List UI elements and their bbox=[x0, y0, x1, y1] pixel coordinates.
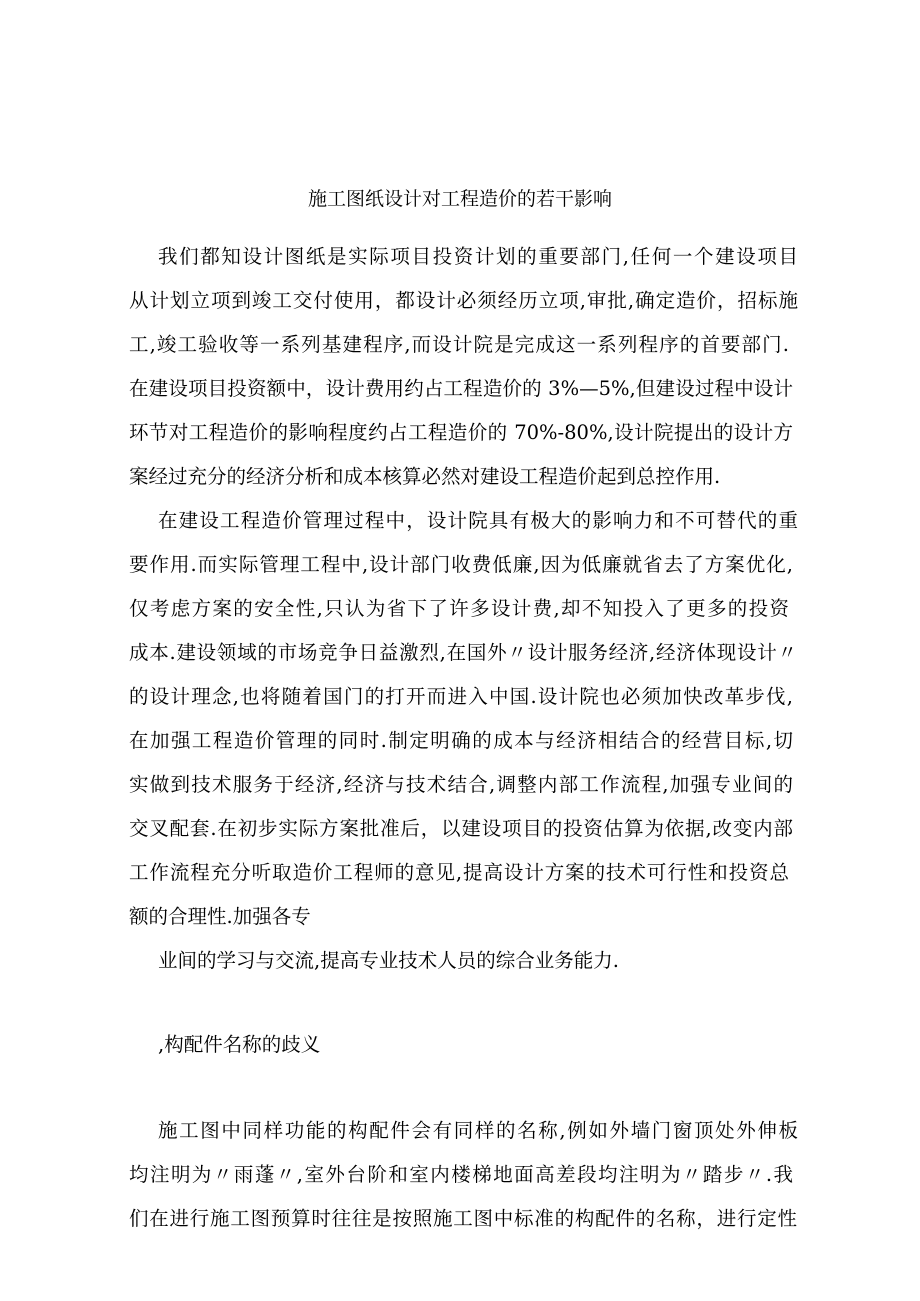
paragraph-line: 我们都知设计图纸是实际项目投资计划的重要部门,任何一个建设项目 bbox=[158, 245, 798, 268]
paragraph-line: 在加强工程造价管理的同时.制定明确的成本与经济相结合的经营目标,切 bbox=[129, 729, 793, 752]
paragraph-line: 在建设项目投资额中，设计费用约占工程造价的 3%—5%,但建设过程中设计 bbox=[129, 377, 793, 400]
section-heading-text: ,构配件名称的歧义 bbox=[158, 1033, 321, 1056]
paragraph-line: 实做到技术服务于经济,经济与技术结合,调整内部工作流程,加强专业间的 bbox=[129, 773, 793, 796]
paragraph-line: 施工图中同样功能的构配件会有同样的名称,例如外墙门窗顶处外伸板 bbox=[158, 1119, 798, 1142]
paragraph-line: 额的合理性.加强各专 bbox=[129, 905, 311, 928]
paragraph-line: 要作用.而实际管理工程中,设计部门收费低廉,因为低廉就省去了方案优化, bbox=[129, 553, 793, 576]
paragraph-line: 工,竣工验收等一系列基建程序,而设计院是完成这一系列程序的首要部门. bbox=[129, 333, 789, 356]
paragraph-line: 工作流程充分听取造价工程师的意见,提高设计方案的技术可行性和投资总 bbox=[129, 861, 789, 884]
paragraph-line: 的设计理念,也将随着国门的打开而进入中国.设计院也必须加快改革步伐, bbox=[129, 685, 793, 708]
paragraph-line: 成本.建设领域的市场竞争日益激烈,在国外〃设计服务经济,经济体现设计〃 bbox=[129, 641, 797, 664]
paragraph-line: 案经过充分的经济分析和成本核算必然对建设工程造价起到总控作用. bbox=[129, 465, 721, 488]
paragraph-line: 均注明为〃雨蓬〃,室外台阶和室内楼梯地面高差段均注明为〃踏步〃.我 bbox=[129, 1163, 793, 1186]
paragraph-line: 们在进行施工图预算时往往是按照施工图中标准的构配件的名称，进行定性 bbox=[129, 1207, 797, 1230]
page-title: 施工图纸设计对工程造价的若干影响 bbox=[307, 188, 612, 210]
paragraph-line: 在建设工程造价管理过程中，设计院具有极大的影响力和不可替代的重 bbox=[158, 509, 798, 532]
paragraph-line: 交叉配套.在初步实际方案批准后，以建设项目的投资估算为依据,改变内部 bbox=[129, 817, 793, 840]
paragraph-line: 从计划立项到竣工交付使用，都设计必须经历立项,审批,确定造价，招标施 bbox=[129, 289, 798, 312]
paragraph-line: 业间的学习与交流,提高专业技术人员的综合业务能力. bbox=[158, 949, 619, 972]
paragraph-line: 环节对工程造价的影响程度约占工程造价的 70%-80%,设计院提出的设计方 bbox=[129, 421, 793, 444]
paragraph-line: 仅考虑方案的安全性,只认为省下了许多设计费,却不知投入了更多的投资 bbox=[129, 597, 789, 620]
